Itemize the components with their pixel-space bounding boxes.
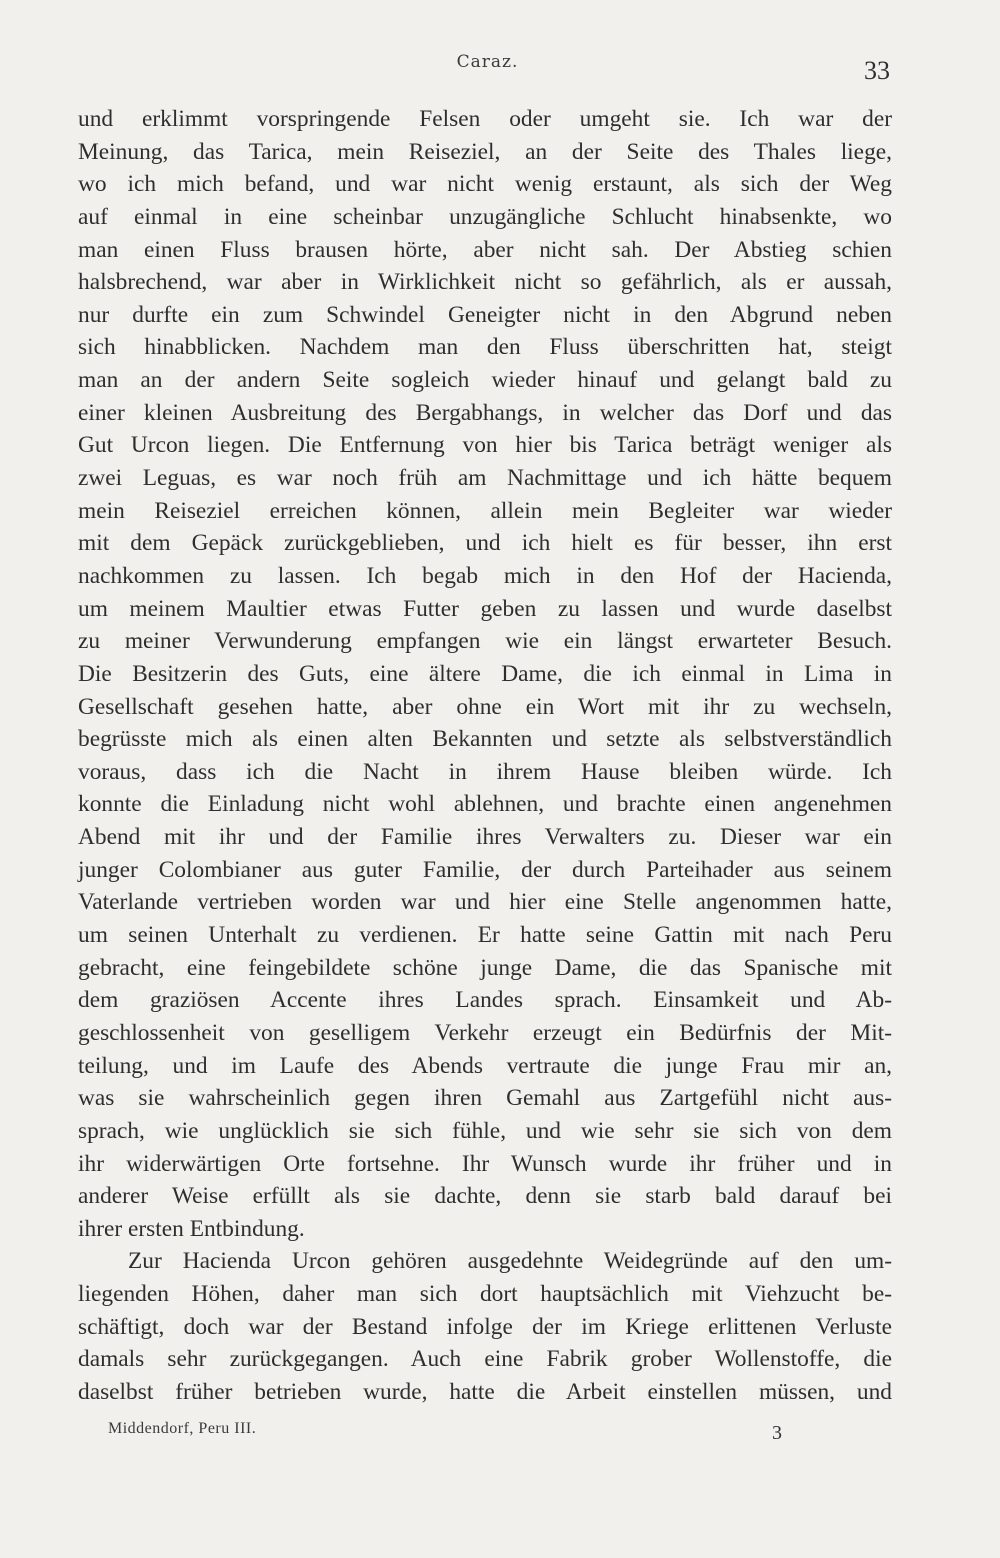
- text-line: sich hinabblicken. Nachdem man den Fluss überschritten hat, steigt: [78, 334, 892, 361]
- text-line: geschlossenheit von geselligem Verkehr erzeugt ein Bedürfnis der Mit-: [78, 1019, 892, 1046]
- text-line: um seinen Unterhalt zu verdienen. Er hatte seine Gattin mit nach Peru: [78, 922, 892, 949]
- text-line: dem graziösen Accente ihres Landes sprach. Einsamkeit und Ab-: [78, 987, 892, 1014]
- text-line: was sie wahrscheinlich gegen ihren Gemahl aus Zartgefühl nicht aus-: [78, 1085, 892, 1112]
- text-line: begrüsste mich als einen alten Bekannten und setzte als selbstverständlich: [78, 726, 892, 753]
- text-line: gebracht, eine feingebildete schöne junge Dame, die das Spanische mit: [78, 954, 892, 981]
- paragraph: [78, 1245, 892, 1408]
- text-line: ihrer ersten Entbindung.: [78, 1215, 305, 1242]
- text-line: nur durfte ein zum Schwindel Geneigter nicht in den Abgrund neben: [78, 301, 892, 328]
- printer-signature: Middendorf, Peru III.: [108, 1420, 257, 1437]
- text-line: mein Reiseziel erreichen können, allein mein Begleiter war wieder: [78, 497, 892, 524]
- text-line: daselbst früher betrieben wurde, hatte die Arbeit einstellen müssen, und: [78, 1378, 892, 1405]
- text-line: Gesellschaft gesehen hatte, aber ohne ein Wort mit ihr zu wechseln,: [78, 693, 892, 720]
- text-line: und erklimmt vorspringende Felsen oder umgeht sie. Ich war der: [78, 106, 892, 132]
- text-line: ihr widerwärtigen Orte fortsehne. Ihr Wunsch wurde ihr früher und in: [78, 1150, 892, 1177]
- page-number: 33: [864, 56, 890, 85]
- text-line: voraus, dass ich die Nacht in ihrem Hause bleiben würde. Ich: [78, 758, 892, 785]
- text-line: zu meiner Verwunderung empfangen wie ein längst erwarteter Besuch.: [78, 628, 892, 655]
- text-line: Gut Urcon liegen. Die Entfernung von hier bis Tarica beträgt weniger als: [78, 432, 892, 459]
- text-line: wo ich mich befand, und war nicht wenig erstaunt, als sich der Weg: [78, 171, 892, 198]
- text-line: Zur Hacienda Urcon gehören ausgedehnte Weidegründe auf den um-: [128, 1248, 892, 1275]
- text-line: Meinung, das Tarica, mein Reiseziel, an der Seite des Thales liege,: [78, 138, 892, 165]
- text-line: schäftigt, doch war der Bestand infolge der im Kriege erlittenen Verluste: [78, 1313, 892, 1340]
- text-line: anderer Weise erfüllt als sie dachte, denn sie starb bald darauf bei: [78, 1183, 892, 1210]
- text-line: teilung, und im Laufe des Abends vertraute die junge Frau mir an,: [78, 1052, 892, 1079]
- text-line: liegenden Höhen, daher man sich dort hauptsächlich mit Viehzucht be-: [78, 1281, 892, 1308]
- text-line: damals sehr zurückgegangen. Auch eine Fabrik grober Wollenstoffe, die: [78, 1346, 892, 1373]
- text-line: halsbrechend, war aber in Wirklichkeit nicht so gefährlich, als er aussah,: [78, 269, 892, 296]
- text-line: um meinem Maultier etwas Futter geben zu lassen und wurde daselbst: [78, 595, 892, 622]
- text-line: sprach, wie unglücklich sie sich fühle, und wie sehr sie sich von dem: [78, 1117, 892, 1144]
- text-line: Die Besitzerin des Guts, eine ältere Dame, die ich einmal in Lima in: [78, 660, 892, 687]
- text-line: konnte die Einladung nicht wohl ablehnen, und brachte einen angenehmen: [78, 791, 892, 818]
- sheet-number: 3: [772, 1422, 782, 1444]
- text-line: man einen Fluss brausen hörte, aber nicht sah. Der Abstieg schien: [78, 236, 892, 263]
- running-title: Caraz.: [456, 52, 519, 72]
- text-line: Abend mit ihr und der Familie ihres Verwalters zu. Dieser war ein: [78, 824, 892, 851]
- text-line: Vaterlande vertrieben worden war und hier eine Stelle angenommen hatte,: [78, 889, 892, 916]
- paragraph: [78, 103, 892, 1245]
- text-line: auf einmal in eine scheinbar unzugängliche Schlucht hinabsenkte, wo: [78, 203, 892, 230]
- text-line: mit dem Gepäck zurückgeblieben, und ich hielt es für besser, ihn erst: [78, 530, 892, 557]
- text-line: junger Colombianer aus guter Familie, der durch Parteihader aus seinem: [78, 856, 892, 883]
- text-line: man an der andern Seite sogleich wieder hinauf und gelangt bald zu: [78, 367, 892, 394]
- body-text: [78, 103, 892, 1409]
- text-line: zwei Leguas, es war noch früh am Nachmittage und ich hätte bequem: [78, 465, 892, 492]
- text-line: nachkommen zu lassen. Ich begab mich in den Hof der Hacienda,: [78, 562, 892, 589]
- text-line: einer kleinen Ausbreitung des Bergabhangs, in welcher das Dorf und das: [78, 399, 892, 426]
